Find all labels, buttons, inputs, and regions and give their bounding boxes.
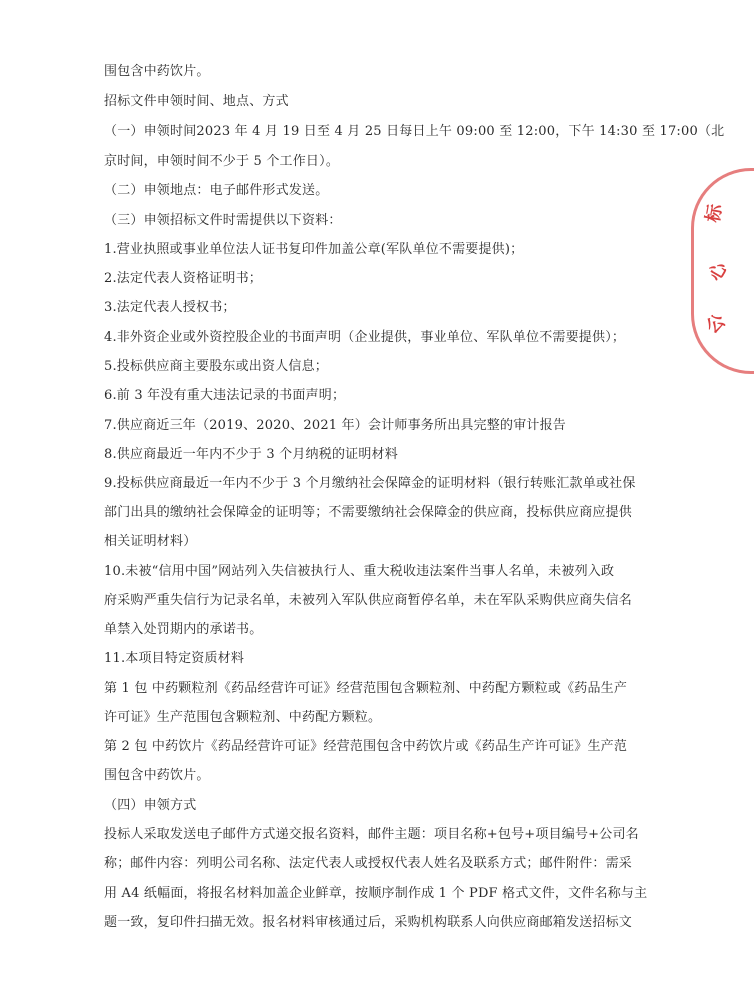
seal-character: 标 [702, 202, 727, 224]
text-line: 许可证》生产范围包含颗粒剂、中药配方颗粒。 [104, 710, 382, 725]
text-line: （二）申领地点：电子邮件形式发送。 [104, 183, 329, 198]
text-line: 府采购严重失信行为记录名单，未被列入军队供应商暂停名单，未在军队采购供应商失信名 [104, 593, 633, 608]
list-item: 2.法定代表人资格证明书； [104, 271, 263, 286]
text-line: 单禁入处罚期内的承诺书。 [104, 622, 263, 637]
text-line: （三）申领招标文件时需提供以下资料： [104, 213, 342, 228]
list-item: 7.供应商近三年（2019、2020、2021 年）会计师事务所出具完整的审计报告 [104, 418, 566, 433]
list-item: 5.投标供应商主要股东或出资人信息； [104, 359, 329, 374]
text-line: 相关证明材料） [104, 534, 197, 549]
list-item: 11.本项目特定资质材料 [104, 651, 245, 666]
section-heading: （四）申领方式 [104, 798, 197, 813]
list-item: 10.未被“信用中国”网站列入失信被执行人、重大税收违法案件当事人名单，未被列入政 [104, 564, 615, 579]
list-item: 1.营业执照或事业单位法人证书复印件加盖公章(军队单位不需要提供)； [104, 242, 524, 257]
text-line: 投标人采取发送电子邮件方式递交报名资料，邮件主题：项目名称+包号+项目编号+公司名 [104, 827, 639, 842]
list-item: 4.非外资企业或外资控股企业的书面声明（企业提供，事业单位、军队单位不需要提供）； [104, 330, 626, 345]
list-item: 3.法定代表人授权书； [104, 300, 236, 315]
text-line: 部门出具的缴纳社会保障金的证明等；不需要缴纳社会保障金的供应商，投标供应商应提供 [104, 505, 633, 520]
list-item: 9.投标供应商最近一年内不少于 3 个月缴纳社会保障金的证明材料（银行转账汇款单或社保 [104, 476, 636, 491]
text-line: 题一致，复印件扫描无效。报名材料审核通过后，采购机构联系人向供应商邮箱发送招标文 [104, 915, 633, 930]
text-line: 围包含中药饮片。 [104, 768, 210, 783]
text-line: 称；邮件内容：列明公司名称、法定代表人或授权代表人姓名及联系方式；邮件附件：需采 [104, 856, 633, 871]
section-heading: 招标文件申领时间、地点、方式 [104, 94, 289, 109]
text-line: 第 1 包 中药颗粒剂《药品经营许可证》经营范围包含颗粒剂、中药配方颗粒或《药品生产 [104, 681, 628, 696]
text-line: 用 A4 纸幅面，将报名材料加盖企业鲜章，按顺序制作成 1 个 PDF 格式文件，文件名称与主 [104, 886, 648, 901]
text-line: 第 2 包 中药饮片《药品经营许可证》经营范围包含中药饮片或《药品生产许可证》生产范 [104, 739, 628, 754]
text-line: 京时间，申领时间不少于 5 个工作日）。 [104, 154, 340, 169]
list-item: 6.前 3 年没有重大违法记录的书面声明； [104, 388, 346, 403]
text-line: 围包含中药饮片。 [104, 64, 210, 79]
seal-character: 公 [702, 310, 730, 338]
list-item: 8.供应商最近一年内不少于 3 个月纳税的证明材料 [104, 447, 398, 462]
seal-character: 心 [704, 258, 732, 285]
text-line: （一）申领时间2023 年 4 月 19 日至 4 月 25 日每日上午 09:00 至 12:00，下午 14:30 至 17:00（北 [104, 124, 725, 139]
